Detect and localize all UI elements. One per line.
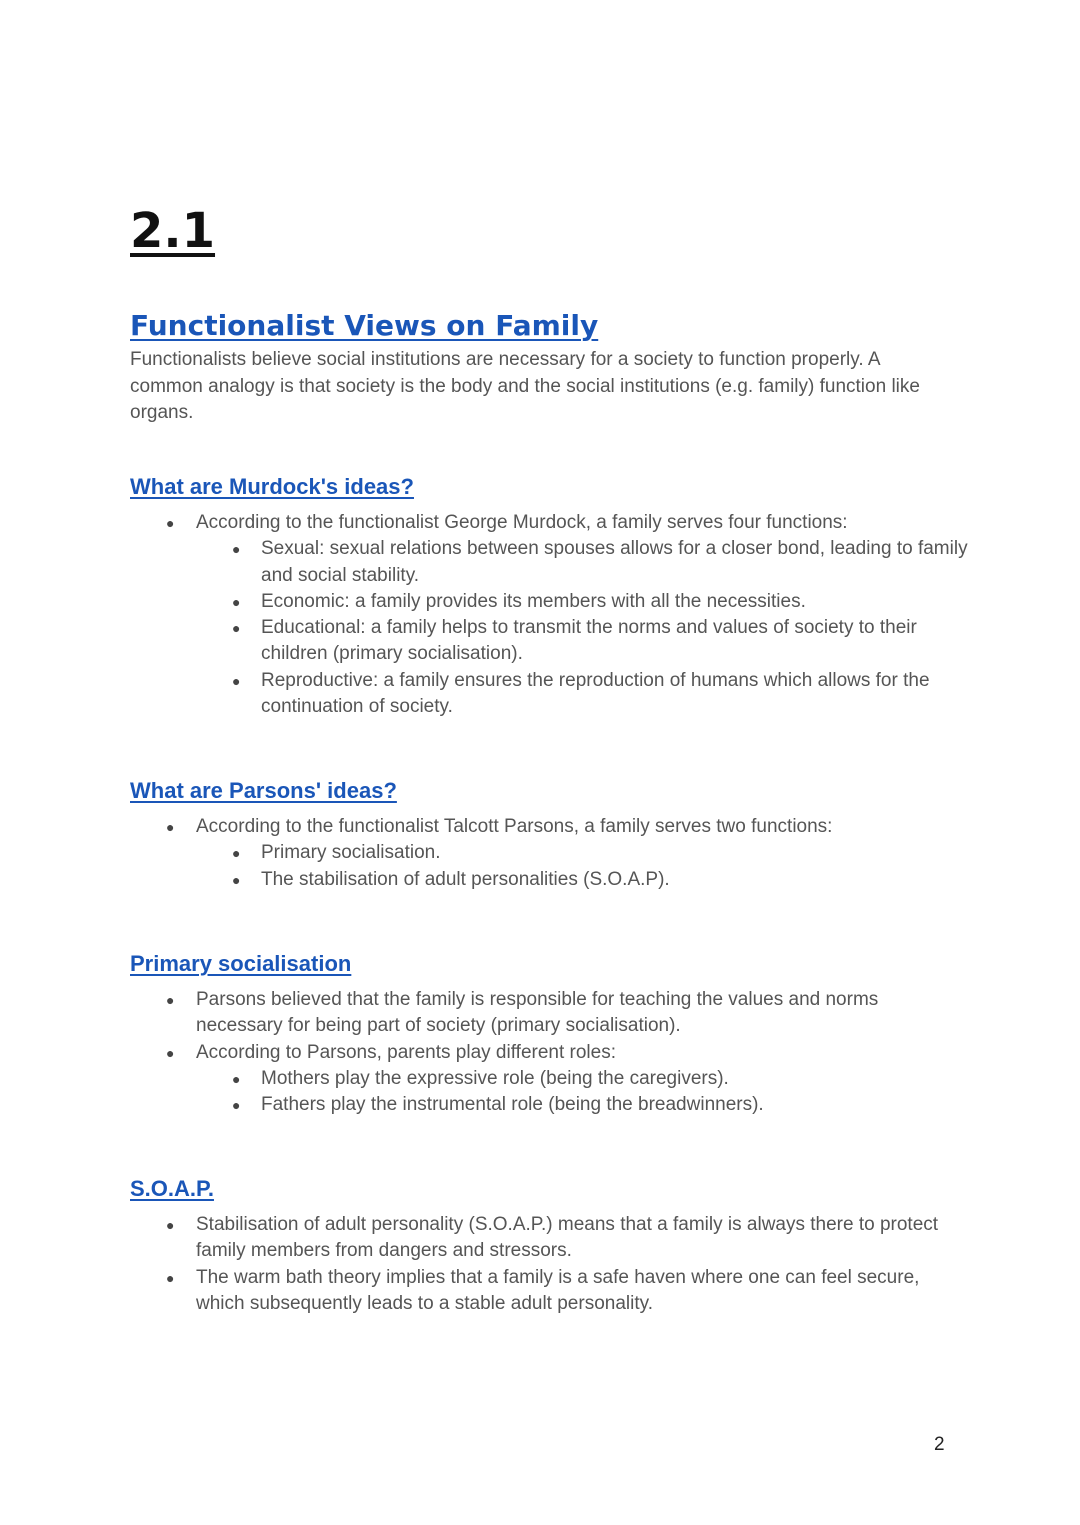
role-expressive: Mothers play the expressive role (being the caregivers). xyxy=(261,1067,729,1089)
function-sexual: Sexual: sexual relations between spouses allows for a closer bond, leading to family and social stability. xyxy=(261,538,968,586)
bullet-icon: ● xyxy=(166,1044,175,1061)
list-item xyxy=(196,615,970,668)
list-item xyxy=(196,1092,970,1118)
primary-socialisation-heading[interactable]: Primary socialisation xyxy=(130,951,352,976)
list-item xyxy=(130,814,970,893)
list-item xyxy=(130,1212,970,1265)
soap-heading[interactable]: S.O.A.P. xyxy=(130,1176,214,1201)
bullet-icon: ● xyxy=(166,515,175,531)
chapter-number: 2.1 xyxy=(130,203,216,259)
list-item xyxy=(130,510,970,720)
bullet-icon: ● xyxy=(232,541,241,558)
list-item xyxy=(196,1066,970,1092)
parsons-heading[interactable]: What are Parsons' ideas? xyxy=(130,778,397,803)
list-item xyxy=(196,840,970,866)
function-educational: Educational: a family helps to transmit the norms and values of society to their children (primary socialisation). xyxy=(261,617,917,665)
primary-socialisation-list xyxy=(130,987,970,1118)
list-item xyxy=(196,536,970,589)
warm-bath-theory: The warm bath theory implies that a family is a safe haven where one can feel secure, which subsequently leads to a stable adult personality. xyxy=(196,1266,920,1314)
parent-roles-list xyxy=(196,1066,970,1119)
bullet-icon: ● xyxy=(232,672,241,689)
list-item xyxy=(196,668,970,721)
primary-socialisation-section xyxy=(130,949,970,1118)
bullet-icon: ● xyxy=(166,819,175,835)
parsons-functions-list xyxy=(196,840,970,893)
function-soap: The stabilisation of adult personalities (S.O.A.P). xyxy=(261,868,670,890)
bullet-icon: ● xyxy=(166,992,175,1008)
soap-definition: Stabilisation of adult personality (S.O.A.P.) means that a family is always there to protect family members from dangers and stressors. xyxy=(196,1214,939,1262)
soap-section xyxy=(130,1174,970,1317)
murdock-section xyxy=(130,472,970,720)
list-item xyxy=(196,589,970,615)
function-primary-socialisation: Primary socialisation. xyxy=(261,842,441,864)
role-instrumental: Fathers play the instrumental role (being the breadwinners). xyxy=(261,1094,764,1116)
page-number: 2 xyxy=(934,1434,945,1455)
bullet-icon: ● xyxy=(232,620,241,637)
bullet-icon: ● xyxy=(166,1217,175,1233)
parsons-list xyxy=(130,814,970,893)
list-item xyxy=(130,1040,970,1119)
intro-paragraph: Functionalists believe social institutions are necessary for a society to function properly. A common analogy is that society is the body and the social institutions (e.g. family) function like organs. xyxy=(130,349,920,423)
bullet-icon: ● xyxy=(232,1097,241,1114)
parsons-point: According to the functionalist Talcott Parsons, a family serves two functions: xyxy=(196,816,833,837)
murdock-point: According to the functionalist George Murdock, a family serves four functions: xyxy=(196,512,848,533)
main-title[interactable]: Functionalist Views on Family xyxy=(130,309,599,342)
parent-roles-point: According to Parsons, parents play different roles: xyxy=(196,1041,616,1063)
soap-list xyxy=(130,1212,970,1317)
bullet-icon: ● xyxy=(232,871,241,888)
murdock-functions-list xyxy=(196,536,970,720)
murdock-list xyxy=(130,510,970,720)
function-reproductive: Reproductive: a family ensures the reproduction of humans which allows for the continuation of society. xyxy=(261,669,930,718)
parsons-section xyxy=(130,776,970,893)
function-economic: Economic: a family provides its members with all the necessities. xyxy=(261,590,806,612)
bullet-icon: ● xyxy=(232,1070,241,1087)
list-item xyxy=(130,987,970,1040)
bullet-icon: ● xyxy=(232,593,241,610)
bullet-icon: ● xyxy=(232,845,241,862)
primary-socialisation-point: Parsons believed that the family is responsible for teaching the values and norms necessary for being part of society (primary socialisation). xyxy=(196,989,879,1037)
list-item xyxy=(196,867,970,893)
list-item xyxy=(130,1265,970,1318)
murdock-heading[interactable]: What are Murdock's ideas? xyxy=(130,474,414,499)
bullet-icon: ● xyxy=(166,1269,175,1286)
